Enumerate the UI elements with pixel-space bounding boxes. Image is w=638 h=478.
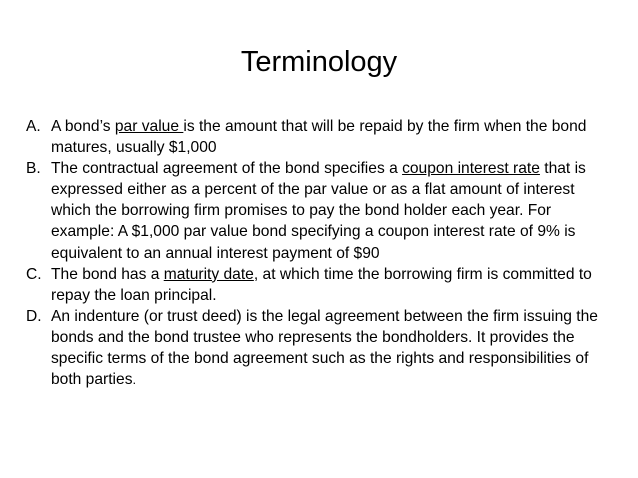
item-marker: D. [26,307,42,325]
item-text-before: The bond has a [51,265,164,283]
item-text [51,158,612,263]
item-text [51,306,612,390]
item-text-body: An indenture (or trust deed) is the legal agreement between the firm issuing the bonds and the bond trustee who represents the bondholders. It provides the specific terms of the bond agreement such as the rights and responsibilities of both parties [51,307,598,389]
item-text-before: A bond’s [51,118,115,135]
term-maturity-date: maturity date [163,265,254,283]
item-text-before: The contractual agreement of the bond specifies a [51,160,403,178]
item-marker: C. [26,265,42,283]
slide-title: Terminology [240,46,398,78]
term-par-value: par value [114,118,184,135]
item-marker: A. [26,118,41,135]
item-marker: B. [26,160,41,178]
list-item-c [26,264,612,306]
item-text [51,264,612,306]
item-text-after: , at which time the borrowing firm is committed to repay the loan principal. [51,265,592,304]
item-text-after: that is expressed either as a percent of the par value or as a flat amount of interest which the borrowing firm promises to pay the bond holder each year. For example: A $1,000 par value bond specifying a coupon interest rate of 9% is equivalent to an annual interest payment of $90 [51,160,586,262]
item-final-period: . [132,372,137,388]
list-item-b [26,158,612,263]
item-text [51,116,612,158]
item-text-after: is the amount that will be repaid by the firm when the bond matures, usually $1,000 [51,118,587,157]
term-coupon-interest-rate: coupon interest rate [402,160,540,178]
list-item-a [26,116,612,158]
terminology-list [26,116,612,390]
list-item-d [26,306,612,390]
